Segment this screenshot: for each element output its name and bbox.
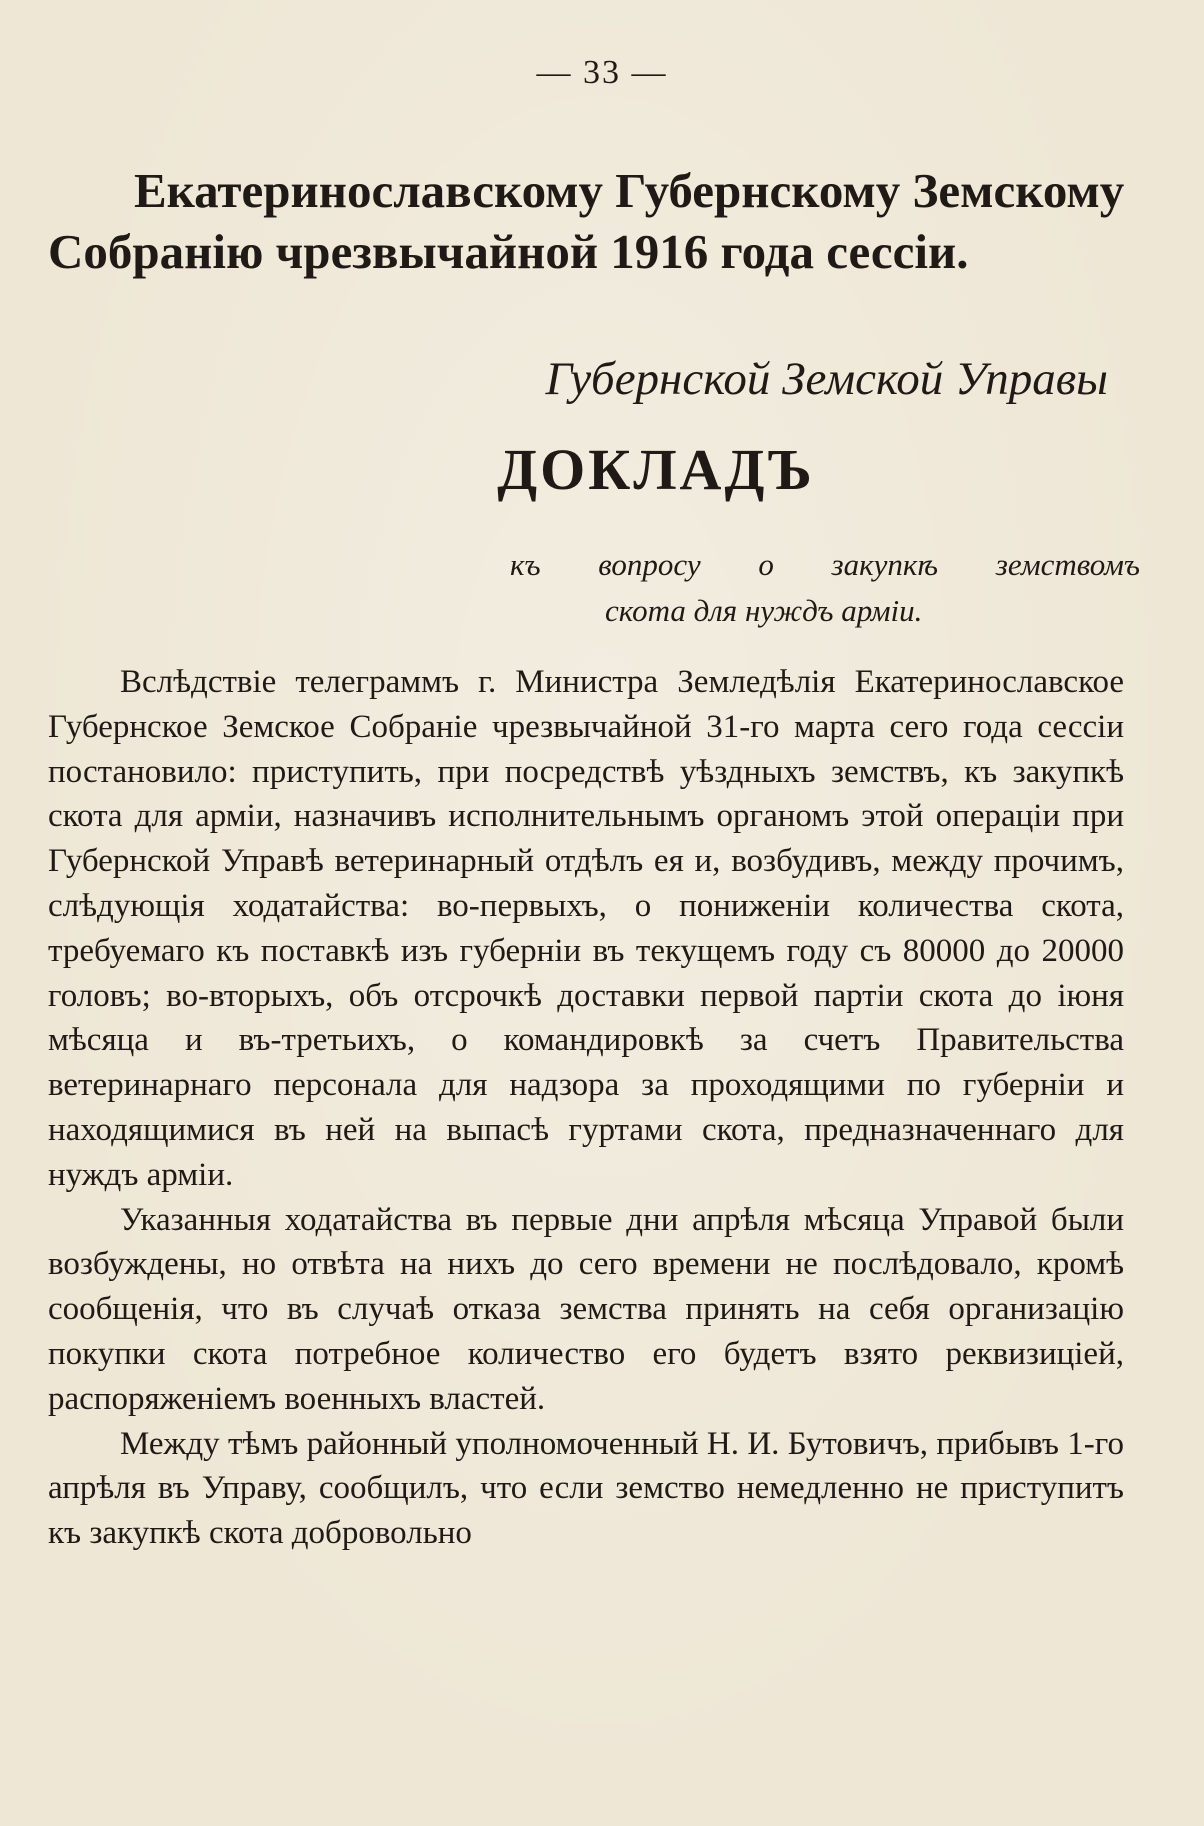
title-line-1: Екатеринославскому Губернскому Земскому	[134, 163, 1125, 218]
body-text	[48, 660, 1124, 1556]
report-topic	[380, 542, 1140, 634]
report-heading: ДОКЛАДЪ	[497, 437, 815, 502]
paragraph: Указанныя ходатайства въ первые дни апрѣля мѣсяца Управой были возбуждены, но отвѣта на нихъ до сего времени не послѣдовало, кромѣ сообщенія, что въ случаѣ отказа земства принять на себя организацію покупки скота потребное количество его будетъ взято реквизиціей, распоряженіемъ военныхъ властей.	[48, 1201, 1124, 1417]
topic-line-2: скота для нуждъ арміи.	[605, 593, 923, 628]
paragraph: Между тѣмъ районный уполномоченный Н. И. Бутовичъ, прибывъ 1-го апрѣля въ Управу, сообщилъ, что если земство немедленно не приступитъ къ закупкѣ скота добровольно	[48, 1425, 1124, 1552]
title-line-2: Собранію чрезвычайной 1916 года сессіи.	[48, 224, 969, 279]
document-title	[48, 160, 1128, 282]
subtitle: Губернской Земской Управы	[545, 353, 1108, 405]
paragraph: Вслѣдствіе телеграммъ г. Министра Земледѣлія Екатеринославское Губернское Земское Собраніе чрезвычайной 31-го марта сего года сессіи постановило: приступить, при посредствѣ уѣздныхъ земствъ, къ закупкѣ скота для арміи, назначивъ исполнительнымъ органомъ этой операціи при Губернской Управѣ ветеринарный отдѣлъ ея и, возбудивъ, между прочимъ, слѣдующія ходатайства: во-первыхъ, о пониженіи количества скота, требуемаго къ поставкѣ изъ губерніи въ текущемъ году съ 80000 до 20000 головъ; во-вторыхъ, объ отсрочкѣ доставки первой партіи скота до іюня мѣсяца и въ-третьихъ, о командировкѣ за счетъ Правительства ветеринарнаго персонала для надзора за проходящими по губерніи и находящимися въ ней на выпасѣ гуртами скота, предназначеннаго для нуждъ арміи.	[48, 664, 1124, 1193]
topic-line-1: къ вопросу о закупкѣ земствомъ	[510, 547, 1140, 582]
page-number: — 33 —	[536, 54, 668, 91]
